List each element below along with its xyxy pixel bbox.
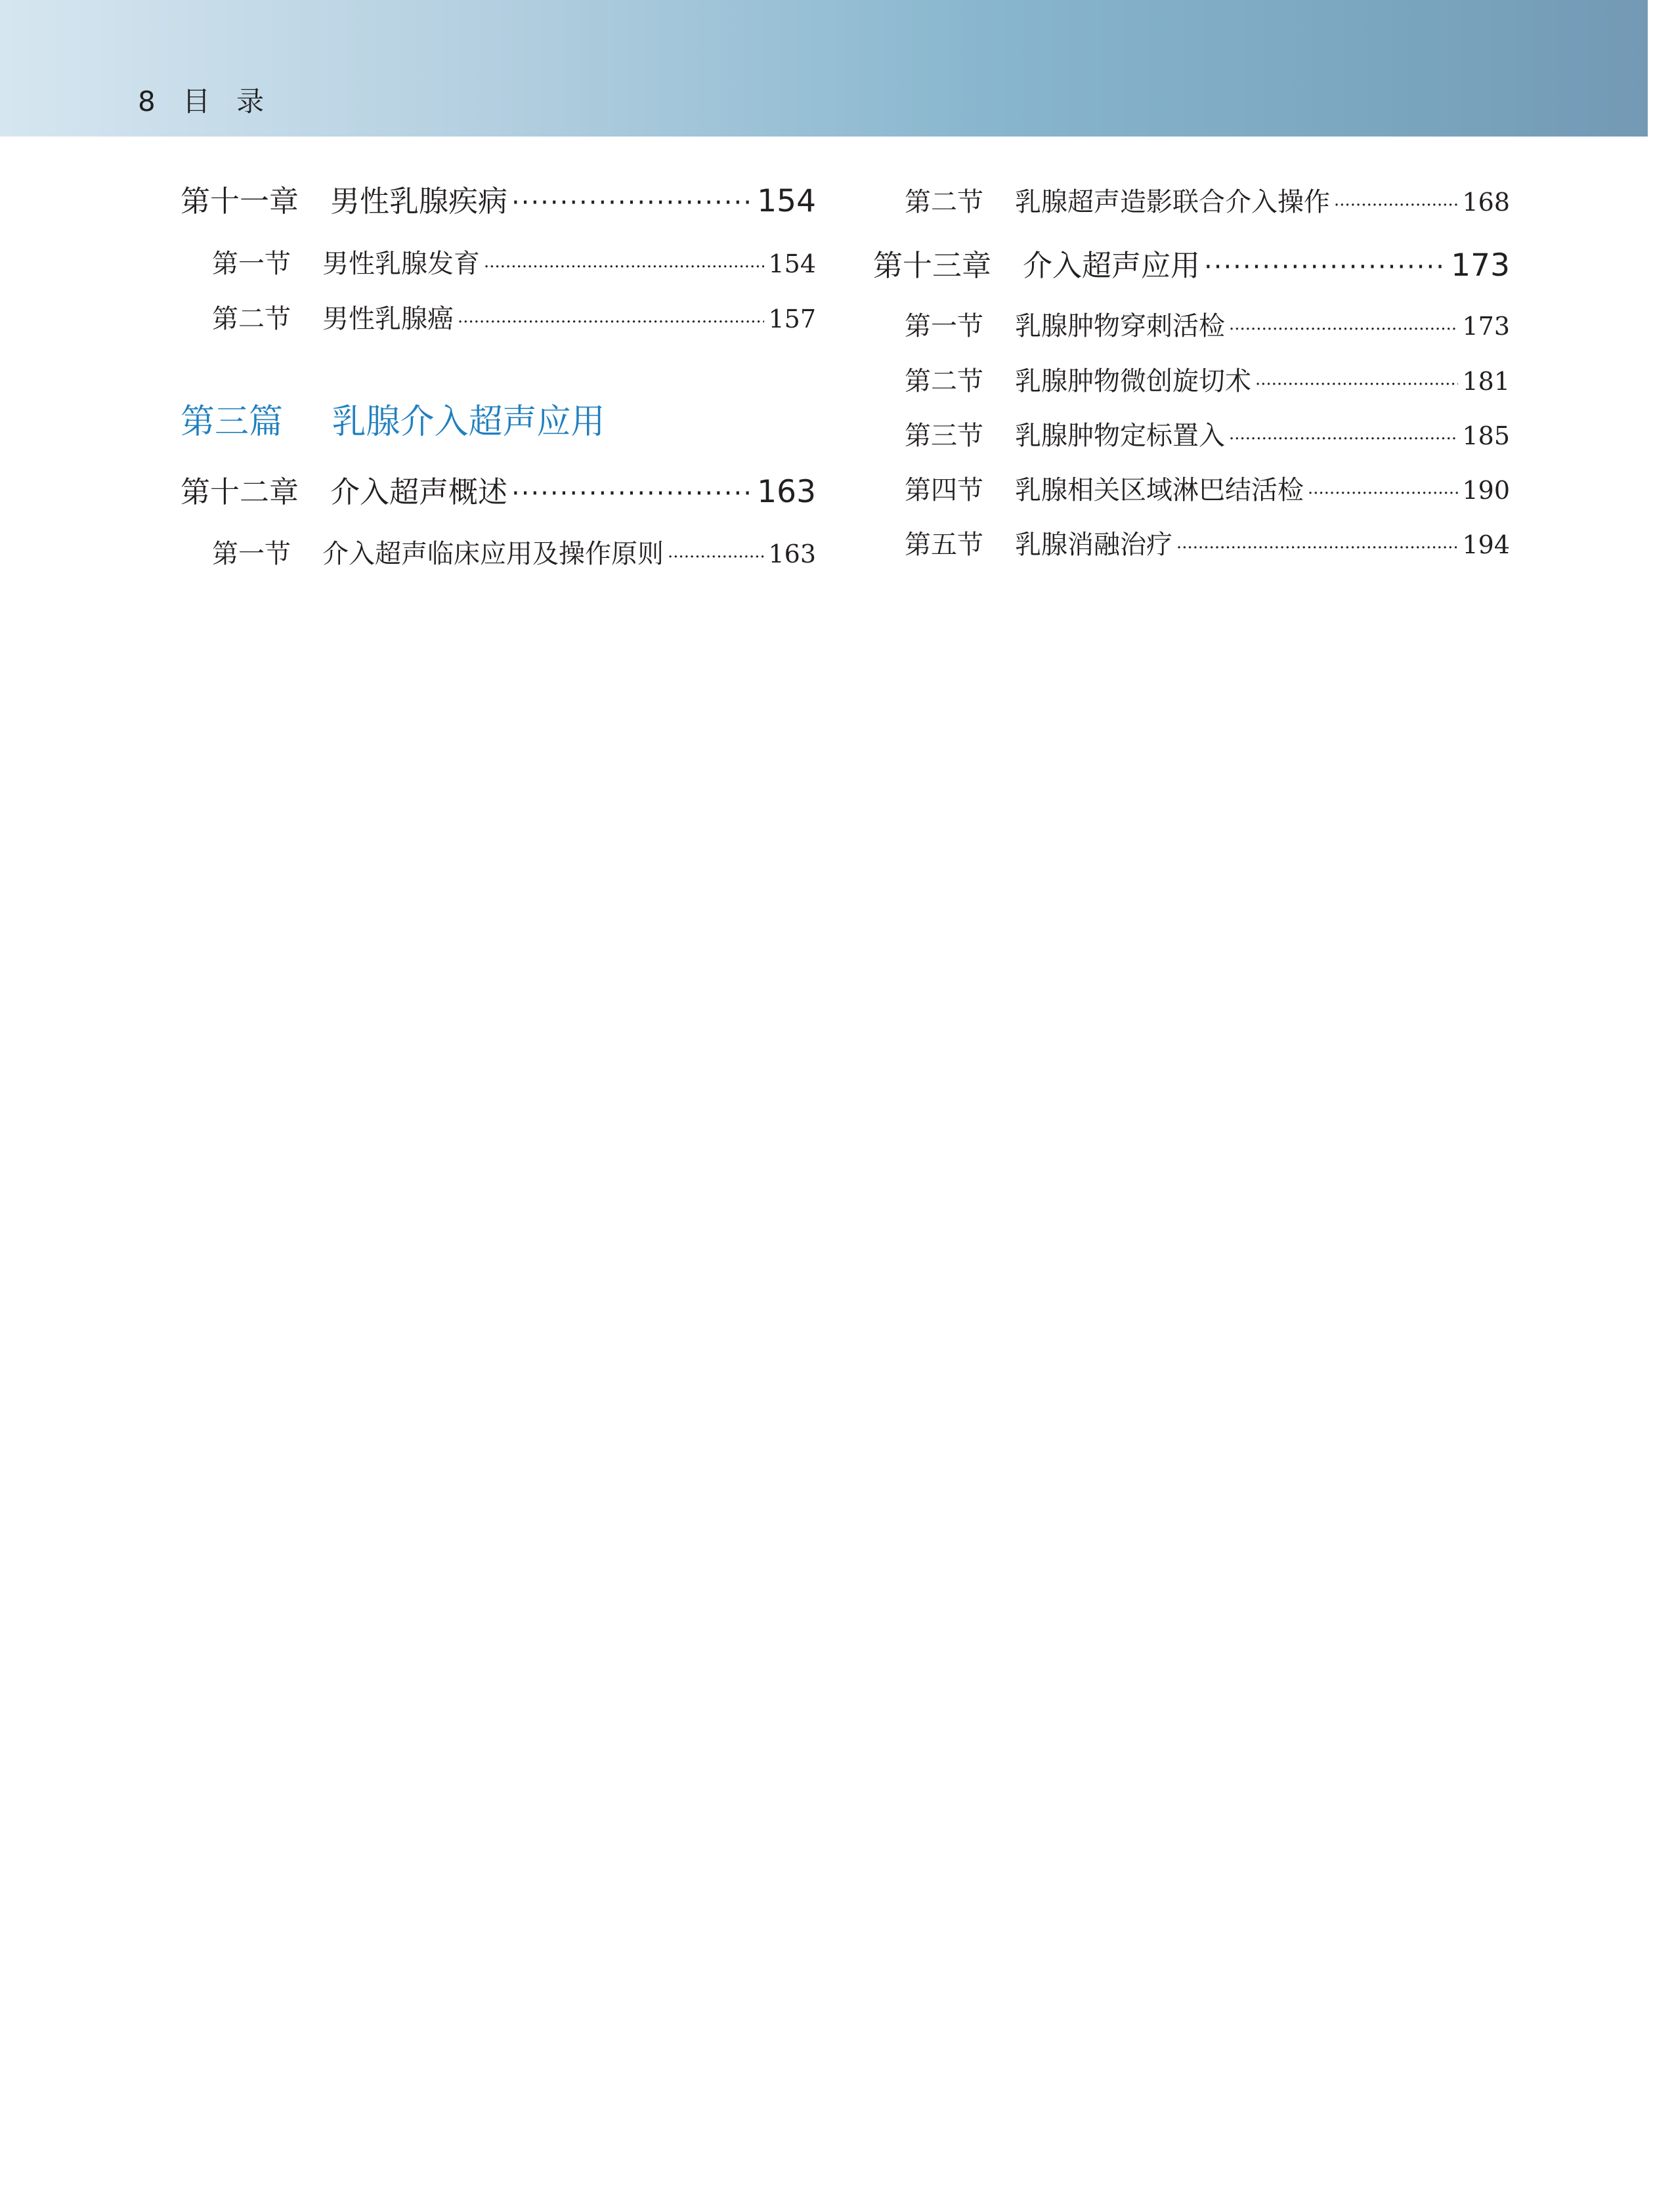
toc-section[interactable] — [873, 360, 1510, 398]
chapter-page: 163 — [757, 474, 816, 510]
section-page: 157 — [768, 305, 816, 333]
section-number: 第五节 — [905, 530, 983, 560]
chapter-number: 第十二章 — [181, 475, 299, 509]
running-header — [138, 80, 290, 119]
section-title: 男性乳腺发育 — [322, 249, 480, 279]
part-title: 乳腺介入超声应用 — [332, 402, 605, 442]
section-number: 第四节 — [905, 475, 983, 505]
leader-dots — [1176, 538, 1458, 558]
section-title: 介入超声临床应用及操作原则 — [322, 539, 664, 569]
toc-section[interactable] — [873, 415, 1510, 452]
toc-section[interactable] — [873, 181, 1510, 219]
section-number: 第一节 — [905, 311, 983, 341]
toc-section[interactable] — [873, 305, 1510, 343]
section-title: 男性乳腺癌 — [322, 304, 454, 334]
section-page: 163 — [768, 540, 816, 568]
section-page: 190 — [1462, 476, 1510, 505]
toc-chapter-13[interactable] — [873, 242, 1510, 284]
chapter-title: 介入超声应用 — [1023, 248, 1201, 283]
section-page: 194 — [1462, 530, 1510, 559]
leader-dots — [1204, 252, 1447, 282]
section-title: 乳腺肿物穿刺活检 — [1015, 311, 1225, 341]
leader-dots — [458, 312, 764, 332]
toc-section[interactable] — [181, 298, 816, 335]
leader-dots — [1334, 196, 1458, 215]
chapter-number: 第十三章 — [873, 248, 992, 283]
chapter-page: 173 — [1451, 247, 1510, 284]
toc-chapter-12[interactable] — [181, 468, 816, 511]
toc-section[interactable] — [873, 469, 1510, 507]
leader-dots — [1308, 484, 1458, 503]
leader-dots — [668, 547, 764, 567]
section-title: 乳腺肿物微创旋切术 — [1015, 366, 1251, 396]
section-title: 乳腺相关区域淋巴结活检 — [1015, 475, 1304, 505]
toc-section[interactable] — [181, 243, 816, 280]
leader-dots — [1255, 375, 1458, 394]
section-number: 第一节 — [212, 539, 291, 569]
section-page: 181 — [1462, 367, 1510, 396]
leader-dots — [1229, 320, 1458, 339]
chapter-number: 第十一章 — [181, 184, 299, 219]
section-title: 乳腺超声造影联合介入操作 — [1015, 187, 1330, 217]
section-page: 154 — [768, 249, 816, 278]
section-number: 第二节 — [905, 366, 983, 396]
running-title: 目录 — [182, 85, 291, 117]
chapter-title: 男性乳腺疾病 — [330, 184, 508, 219]
section-number: 第三节 — [905, 421, 983, 451]
section-page: 173 — [1462, 312, 1510, 341]
section-page: 185 — [1462, 421, 1510, 450]
leader-dots — [511, 479, 753, 509]
leader-dots — [511, 188, 753, 218]
toc-section[interactable] — [873, 524, 1510, 561]
section-title: 乳腺消融治疗 — [1015, 530, 1172, 560]
section-number: 第一节 — [212, 249, 291, 279]
section-page: 168 — [1462, 188, 1510, 217]
leader-dots — [1229, 429, 1458, 449]
section-number: 第二节 — [212, 304, 291, 334]
section-number: 第二节 — [905, 187, 983, 217]
leader-dots — [484, 257, 764, 277]
page-number: 8 — [138, 85, 156, 117]
section-title: 乳腺肿物定标置入 — [1015, 421, 1225, 451]
part-number: 第三篇 — [181, 402, 284, 442]
chapter-page: 154 — [757, 183, 816, 219]
toc-chapter-11[interactable] — [181, 177, 816, 220]
chapter-title: 介入超声概述 — [330, 475, 508, 509]
toc-section[interactable] — [181, 533, 816, 570]
toc-part-3[interactable] — [181, 394, 605, 443]
